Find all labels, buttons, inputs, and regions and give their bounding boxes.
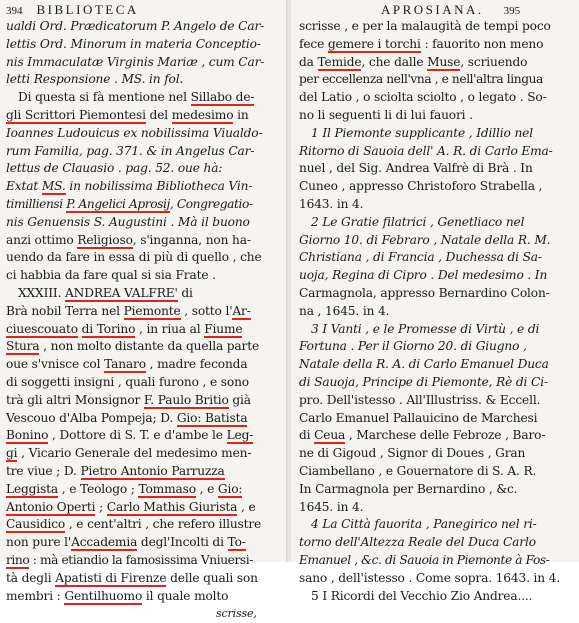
text-line: scrisse , e per la malaugità de tempi poco (299, 19, 551, 33)
red-underline-mark: Gentilhuomo (64, 588, 143, 603)
text-line: timilliensi P. Angelici Aprosij, Congregatio- (6, 196, 253, 211)
red-underline-mark: Temide (317, 54, 362, 69)
text-line: Giorno 10. di Febraro , Natale della R. M. (299, 232, 551, 247)
red-underline-mark: Accademia (71, 535, 138, 550)
text-line: Ciambellano , e Gouernatore di S. A. R. (299, 463, 537, 478)
red-underline-mark: Pietro Antonio Parruzza (80, 463, 225, 478)
text-line: lettis Ord. Minorum in materia Conceptio- (6, 36, 261, 51)
right-page-number: 395 (503, 5, 521, 17)
red-underline-mark: medesimo (171, 107, 234, 122)
text-line: rum Familia, pag. 371. & in Angelus Car- (6, 143, 255, 158)
text-line: Di questa si fà mentione nel Sillabo de- (18, 90, 255, 105)
list-item: 4 La Città fauorita , Panegirico nel ri- (311, 517, 537, 532)
text-line: per eccellenza nell'vna , e nell'altra lingua (299, 72, 543, 87)
red-underline-mark: ciuescouato (6, 321, 78, 336)
text-line: ci habbia da fare qual si sia Frate . (6, 268, 216, 283)
text-line: di soggetti insigni , quali furono , e sono (6, 374, 249, 389)
text-line: Natale della R. A. di Carlo Emanuel Duca (299, 357, 549, 372)
text-line: ne di Gigoud , Signor di Doues , Gran (299, 446, 526, 461)
right-page (291, 0, 579, 603)
text-line: Fortuna . Per il Giorno 20. di Giugno , (299, 339, 527, 354)
left-running-title: BIBLIOTECA (36, 2, 139, 17)
red-underline-mark: Fiume (204, 321, 243, 336)
text-line: Emanuel , &c. di Sauoia in Piemonte à Fos- (299, 552, 550, 567)
right-page-header (381, 2, 573, 18)
list-item: 5 I Ricordi del Vecchio Zio Andrea.... (311, 588, 533, 603)
text-line: Ritorno di Sauoia dell' A. R. di Carlo Ema- (299, 143, 553, 158)
left-page-text (6, 18, 280, 623)
text-line: nuel , del Sig. Andrea Valfrè di Brà . In (299, 161, 533, 176)
text-line: non pure l'Accademia degl'Incolti di To- (6, 535, 246, 550)
text-line: torno dell'Altezza Reale del Duca Carlo (299, 535, 536, 550)
text-line: Antonio Operti ; Carlo Mathis Giurista , e (6, 499, 256, 514)
list-item: 1 Il Piemonte supplicante , Idillio nel (311, 125, 533, 140)
text-line: tre viue ; D. Pietro Antonio Parruzza (6, 463, 225, 478)
text-line: Extat MS. in nobilissima Bibliotheca Vin- (6, 179, 253, 194)
text-line: Ioannes Ludouicus ex nobilissima Viualdo- (6, 125, 263, 140)
right-page-text (299, 18, 575, 605)
text-line: fece gemere i torchi : fauorito non meno (299, 36, 544, 51)
red-underline-mark: Leg- (226, 428, 254, 443)
text-line: sano , dell'istesso . Come sopra. 1643. in 4. (299, 570, 561, 585)
text-line: letti Responsione . MS. in fol. (6, 72, 184, 87)
text-line: ciuescouato di Torino , in riua al Fiume (6, 321, 243, 336)
text-line: gi , Vicario Generale del medesimo men- (6, 446, 252, 461)
left-page-header (6, 2, 282, 18)
section-heading: XXXIII. ANDREA VALFRE' di (18, 285, 193, 300)
text-line: Christiana , di Francia , Duchessa di Sa- (299, 250, 542, 265)
text-line: nis Immaculatæ Virginis Mariæ , cum Car- (6, 54, 265, 69)
text-line: oue s'vnisce col Tanaro , madre feconda (6, 357, 248, 372)
text-line: anzi ottimo Religioso, s'inganna, non ha- (6, 232, 251, 247)
text-line: Causidico , e cent'altri , che refero illustre (6, 517, 262, 532)
text-line: Stura , non molto distante da quella parte (6, 339, 260, 354)
text-line: Cuneo , appresso Christoforo Strabella , (299, 179, 543, 194)
red-underline-mark: Antonio Operti (6, 499, 96, 514)
text-line: di Sauoja, Principe di Piemonte, Rè di Ci- (299, 374, 548, 389)
text-line: na , 1645. in 4. (299, 303, 390, 318)
red-underline-mark: MS. (41, 179, 66, 194)
left-page-number: 394 (6, 5, 23, 17)
red-underline-mark: Apatisti di Firenze (55, 570, 167, 585)
text-line: da Temide, che dalle Muse, scriuendo (299, 54, 528, 69)
red-underline-mark: Religioso (77, 232, 133, 247)
red-underline-mark: Stura (6, 339, 40, 354)
text-line: Bonino , Dottore di S. T. e d'ambe le Leg- (6, 428, 254, 443)
text-line: 1643. in 4. (299, 196, 364, 211)
text-line: Carlo Emanuel Pallauicino de Marchesi (299, 410, 538, 425)
text-line: In Carmagnola per Bernardino , &c. (299, 481, 518, 496)
text-line: Leggista , e Teologo ; Tommaso , e Gio: (6, 481, 243, 496)
red-underline-mark: Bonino (6, 428, 49, 443)
red-underline-mark: Gio: (217, 481, 243, 496)
red-underline-mark: Leggista (6, 481, 59, 496)
red-underline-mark: ANDREA VALFRE' (65, 285, 178, 300)
text-line: pro. Dell'istesso . All'Illustriss. & Eccell. (299, 392, 541, 407)
text-line: di Ceua , Marchese delle Febroze , Baro- (299, 428, 546, 443)
text-line: Vescouo d'Alba Pompeja; D. Gio: Batista (6, 410, 248, 425)
text-line: rino : mà etiandio la famosissima Vniuersi- (6, 552, 253, 567)
red-underline-mark: Piemonte (123, 303, 181, 318)
red-underline-mark: Gio: Batista (176, 410, 248, 425)
text-line: 1645. in 4. (299, 499, 364, 514)
red-underline-mark: di Torino (81, 321, 136, 336)
red-underline-mark: Ceua (314, 428, 346, 443)
red-underline-mark: gi (6, 446, 18, 461)
red-underline-mark: Ar- (232, 303, 251, 318)
left-page (0, 0, 286, 621)
text-line: no li seguenti li di lui fauori . (299, 107, 473, 122)
red-underline-mark: P. Angelici Aprosij (66, 196, 170, 211)
red-underline-mark: Muse (427, 54, 461, 69)
text-line: nis Genuensis S. Augustini . Mà il buono (6, 214, 250, 229)
red-underline-mark: Sillabo de- (190, 90, 255, 105)
list-item: 3 I Vanti , e le Promesse di Virtù , e di (311, 321, 540, 336)
red-underline-mark: Tommaso (138, 481, 196, 496)
red-underline-mark: gli Scrittori Piemontesi (6, 107, 146, 122)
list-item: 2 Le Gratie filatrici , Genetliaco nel (311, 214, 525, 229)
red-underline-mark: F. Paulo Britio (143, 392, 229, 407)
text-line: uoja, Regina di Cipro . Del medesimo . In (299, 268, 548, 283)
text-line: del Latio , o sciolta sciolto , o legato . So- (299, 90, 547, 105)
catchword: scrisse, (216, 607, 257, 621)
text-line: membri : Gentilhuomo il quale molto (6, 588, 229, 603)
red-underline-mark: Carlo Mathis Giurista (106, 499, 238, 514)
text-line: tà degli Apatisti di Firenze delle quali son (6, 570, 258, 585)
text-line: trà gli altri Monsignor F. Paulo Britio già (6, 392, 251, 407)
text-line: Carmagnola, appresso Bernardino Colon- (299, 285, 550, 300)
text-line: gli Scrittori Piemontesi del medesimo in (6, 107, 249, 122)
text-line: lettus de Clauasio . pag. 52. oue hà: (6, 161, 223, 176)
right-running-title: APROSIANA. (381, 2, 484, 17)
red-underline-mark: Causidico (6, 517, 66, 532)
text-line: uendo da fare in essa di più di quello , che (6, 250, 262, 265)
red-underline-mark: gemere i torchi (327, 36, 421, 51)
text-line: ualdi Ord. Prædicatorum P. Angelo de Car- (6, 19, 265, 33)
red-underline-mark: Tanaro (104, 357, 146, 372)
red-underline-mark: To- (227, 535, 246, 550)
text-line: Brà nobil Terra nel Piemonte , sotto l'Ar- (6, 303, 251, 318)
red-underline-mark: rino (6, 552, 30, 567)
